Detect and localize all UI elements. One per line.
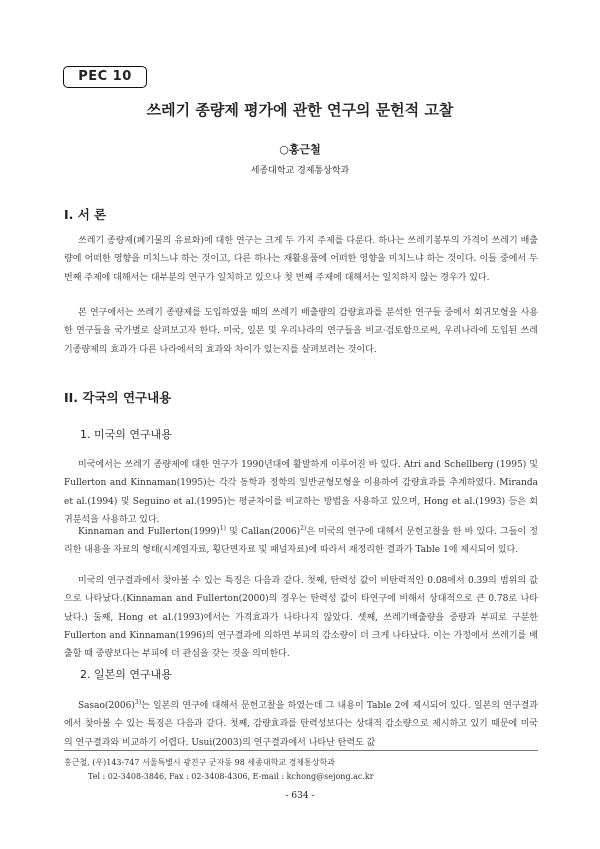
subsection-heading-japan: 2. 일본의 연구내용: [80, 668, 172, 681]
usa-paragraph-1: 미국에서는 쓰레기 종량제에 대한 연구가 1990년대에 활발하게 이루어진 바 있다. Atri and Schellberg (1995) 및 Fullerton and Kinnaman(1995)는 각각 동학과 정학의 일반균형모형을 이용하여 감량효과를 추계하였다. Miranda et al.(1994) 및 Seguino et al.(1995)는 평균차이를 비교하는 방법을 사용하고 있으며, Hong et al.(1993) 등은 회귀분석을 사용하고 있다.: [64, 460, 538, 525]
author-affiliation: 세종대학교 경제통상학과: [250, 166, 350, 176]
usa-paragraph-3: 미국의 연구결과에서 찾아볼 수 있는 특징은 다음과 같다. 첫째, 탄력성 값이 비탄력적인 0.08에서 0.39의 범위의 값으로 나타났다.(Kinnaman and Fullerton(2000)의 경우는 탄력성 값이 타연구에 비해서 상대적으로 큰 0.78로 나타났다.) 둘째, Hong et al.(1993)에서는 가격효과가 나타나지 않았다. 셋째, 쓰레기배출량을 중량과 부피로 구분한 Fullerton and Kinnaman(1996)의 연구결과에 의하면 부피의 감소량이 더 크게 나타났다. 이는 가정에서 쓰레기를 배출할 때 중량보다는 부피에 더 관심을 갖는 것을 의미한다.: [64, 576, 538, 660]
footnote-address: 홍근철, (우)143-747 서울특별시 광진구 군자동 98 세종대학교 경제통상학과: [64, 758, 335, 767]
paper-title: 쓰레기 종량제 평가에 관한 연구의 문헌적 고찰: [146, 101, 454, 119]
author-name: ○홍근철: [279, 143, 321, 156]
footnote-ref-3: 3): [134, 699, 142, 706]
intro-paragraph-1: 쓰레기 종량제(폐기물의 유료화)에 대한 연구는 크게 두 가지 주제를 다룬다. 하나는 쓰레기봉투의 가격이 쓰레기 배출량에 어떠한 영향을 미치느냐 하는 것이고, 다른 하나는 재활용품에 어떠한 영향을 미치느냐 하는 것이다. 이들 중에서 두 번째 주제에 대해서는 대부분의 연구가 일치하고 있으나 첫 번째 주제에 대해서는 일치하지 않는 경우가 있다.: [64, 236, 538, 283]
subsection-heading-usa: 1. 미국의 연구내용: [80, 428, 172, 441]
page-number: - 634 -: [285, 791, 315, 801]
footnote-ref-1: 1): [219, 525, 226, 532]
footnote-ref-2: 2): [300, 525, 307, 532]
footnote-contact: Tel : 02-3408-3846, Fax : 02-3408-4306, E-mail : kchong@sejong.ac.kr: [88, 772, 374, 781]
section-heading-introduction: I. 서 론: [64, 207, 107, 222]
japan-paragraph-1: [64, 694, 538, 752]
footnote-divider: [64, 750, 538, 751]
section-heading-country-studies: II. 각국의 연구내용: [64, 390, 172, 405]
usa-paragraph-2: [64, 520, 538, 560]
usa-p2-text-c: 은 미국의 연구에 대해서 문헌고찰을 한 바 있다. 그들이 정리한 내용을 자료의 형태(시계열자료, 횡단면자료 및 패널자료)에 따라서 재정리한 결과가 Table 1에 제시되어 있다.: [64, 527, 538, 556]
japan-p-text-a: Sasao(2006): [78, 701, 135, 711]
japan-p-text-b: 는 일본의 연구에 대해서 문헌고찰을 하였는데 그 내용이 Table 2에 제시되어 있다. 일본의 연구결과에서 찾아볼 수 있는 특징은 다음과 같다. 첫째, 감량효과를 탄력성보다는 상대적 감소량으로 제시하고 있기 때문에 미국의 연구결과와 비교하기 어렵다. Usui(2003)의 연구결과에서 나타난 탄력도 값: [64, 701, 538, 748]
session-badge: PEC 10: [63, 66, 147, 88]
usa-p2-text-a: Kinnaman and Fullerton(1999): [78, 527, 220, 537]
usa-p2-text-b: 및 Callan(2006): [225, 527, 301, 537]
intro-paragraph-2: 본 연구에서는 쓰레기 종량제를 도입하였을 때의 쓰레기 배출량의 감량효과를 분석한 연구들 중에서 회귀모형을 사용한 연구들을 국가별로 살펴보고자 한다. 미국, 일본 및 우리나라의 연구들을 비교·검토함으로써, 우리나라에 도입된 쓰레기종량제의 효과가 다른 나라에서의 효과와 차이가 있는지를 살펴보려는 것이다.: [64, 308, 538, 355]
